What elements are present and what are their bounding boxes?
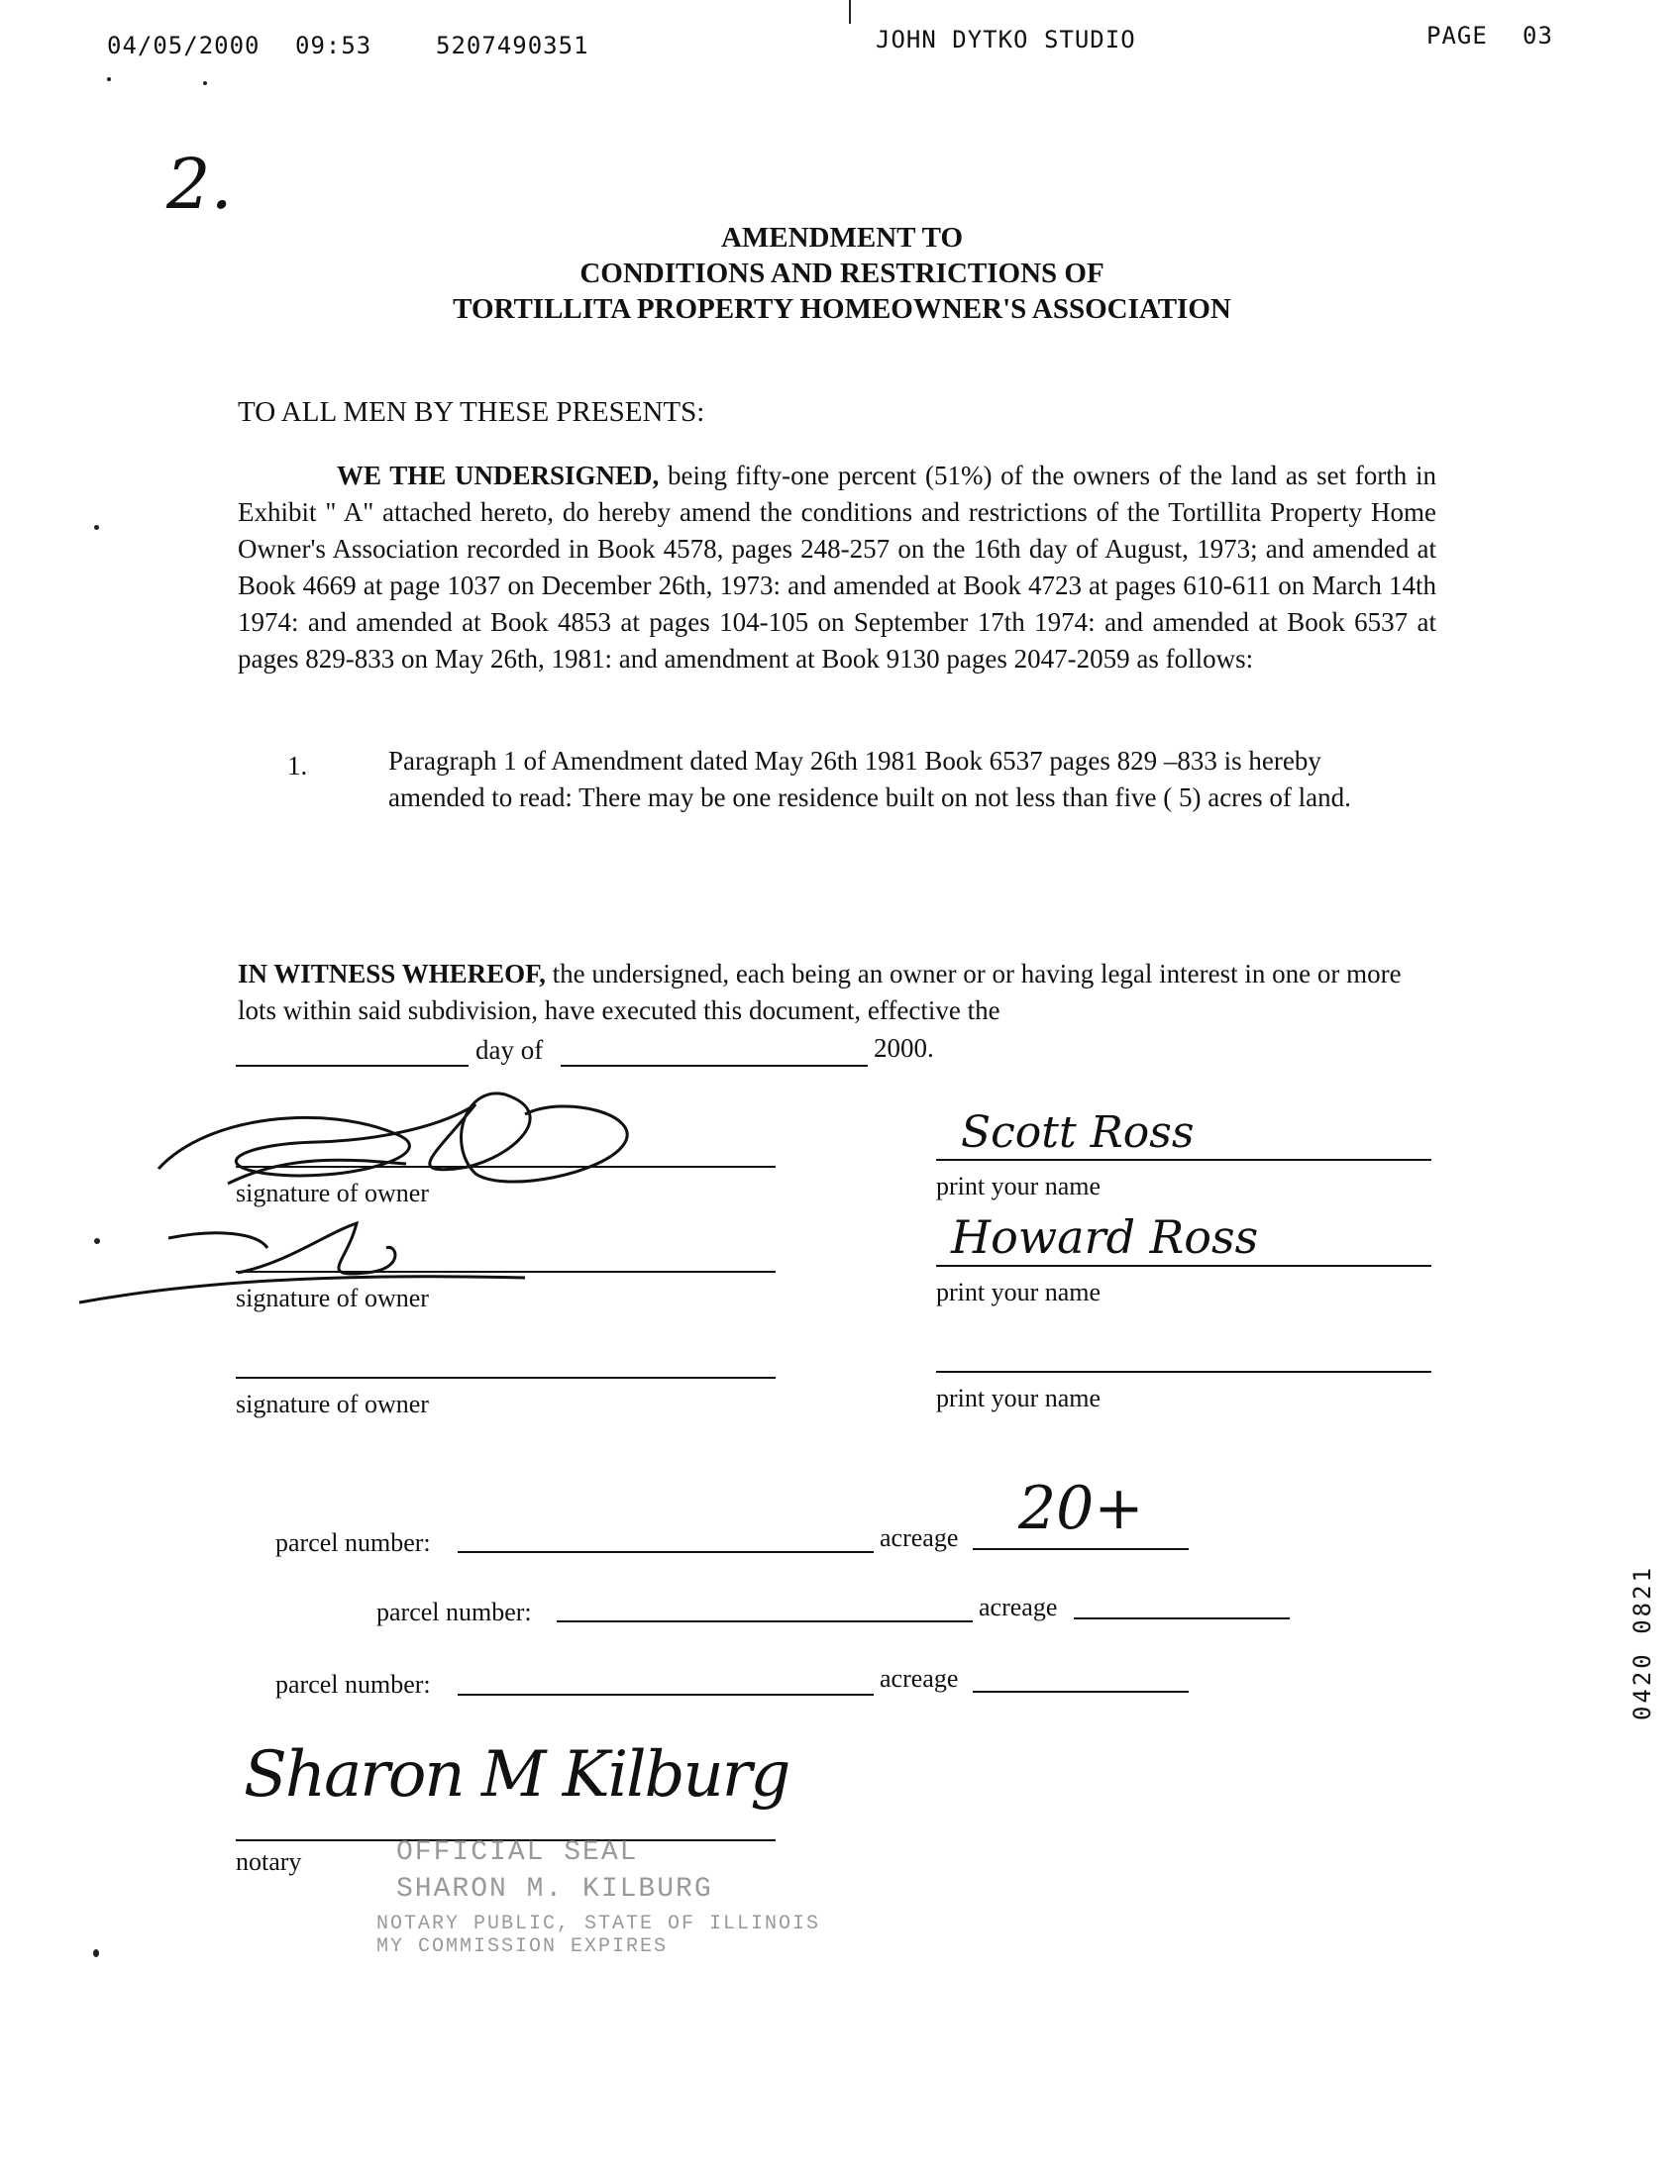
title-line-2: CONDITIONS AND RESTRICTIONS OF (579, 258, 1104, 289)
parcel-label-2: parcel number: (376, 1598, 532, 1626)
owner-signature-1 (149, 1075, 664, 1203)
parcel-label-3: parcel number: (275, 1670, 431, 1699)
preamble-paragraph (238, 458, 1436, 677)
stamp-line-2: SHARON M. KILBURG (396, 1874, 713, 1905)
fax-time: 09:53 (295, 32, 372, 59)
fax-date: 04/05/2000 (107, 32, 261, 59)
salutation: TO ALL MEN BY THESE PRESENTS: (238, 396, 705, 428)
acreage-line-3[interactable] (973, 1691, 1189, 1693)
effective-year: 2000. (874, 1033, 934, 1063)
acreage-label-1: acreage (880, 1523, 959, 1552)
acreage-line-2[interactable] (1074, 1617, 1290, 1619)
notary-label: notary (236, 1847, 302, 1876)
scan-speck (93, 1949, 99, 1957)
signature-line-3[interactable] (236, 1377, 776, 1379)
title-line-3: TORTILLITA PROPERTY HOMEOWNER'S ASSOCIATION (453, 293, 1231, 325)
parcel-label-1: parcel number: (275, 1528, 431, 1557)
fax-page-number: 03 (1522, 22, 1553, 50)
handwritten-page-mark: 2. (166, 144, 233, 225)
witness-paragraph (238, 956, 1417, 1029)
acreage-line-1[interactable] (973, 1548, 1189, 1550)
notary-signature: Sharon M Kilburg (244, 1738, 789, 1812)
stamp-line-1: OFFICIAL SEAL (396, 1837, 639, 1868)
fax-phone: 5207490351 (436, 32, 589, 59)
fax-divider (849, 0, 851, 24)
item-number: 1. (287, 751, 308, 780)
print-name-label-1: print your name (936, 1172, 1102, 1200)
acreage-value-1: 20+ (1018, 1474, 1144, 1543)
item-text: Paragraph 1 of Amendment dated May 26th 1981 Book 6537 pages 829 –833 is hereby amended to read: There may be one residence built on not less than five ( 5) acres of land. (388, 746, 1351, 812)
notary-seal-stamp (337, 1837, 821, 2006)
print-name-line-2[interactable] (936, 1265, 1431, 1267)
effective-month-line[interactable] (561, 1065, 868, 1067)
scan-speck (203, 81, 207, 85)
signature-label-1: signature of owner (236, 1179, 429, 1207)
signature-label-3: signature of owner (236, 1390, 429, 1418)
signature-label-2: signature of owner (236, 1284, 429, 1312)
preamble-text: being fifty-one percent (51%) of the owners of the land as set forth in Exhibit " A" attached hereto, do hereby amend the conditions and restrictions of the Tortillita Property Home Owner's Association recorded in Book 4578, pages 248-257 on the 16th day of August, 1973; and amended at Book 4669 at page 1037 on December 26th, 1973: and amended at Book 4723 at pages 610-611 on March 14th 1974: and amended at Book 4853 at pages 104-105 on September 17th 1974: and amended at Book 6537 at pages 829-833 on May 26th, 1981: and amendment at Book 9130 pages 2047-2059 as follows: (238, 461, 1436, 674)
stamp-line-4: MY COMMISSION EXPIRES (376, 1935, 669, 1958)
scan-speck (94, 1238, 100, 1244)
parcel-line-2[interactable] (557, 1620, 973, 1622)
side-document-number: 0420 0821 (1628, 1565, 1656, 1721)
scan-speck (107, 77, 111, 81)
acreage-label-2: acreage (979, 1593, 1058, 1621)
print-name-line-1[interactable] (936, 1159, 1431, 1161)
acreage-label-3: acreage (880, 1664, 959, 1693)
fax-page-label: PAGE (1426, 22, 1488, 50)
print-name-line-3[interactable] (936, 1371, 1431, 1373)
owner-signature-2 (69, 1203, 584, 1312)
title-line-1: AMENDMENT TO (720, 222, 964, 254)
printed-name-2: Howard Ross (951, 1210, 1259, 1264)
printed-name-1: Scott Ross (961, 1107, 1195, 1158)
document-title (347, 220, 1337, 327)
scan-speck (94, 525, 99, 530)
print-name-label-2: print your name (936, 1278, 1102, 1306)
preamble-lead: WE THE UNDERSIGNED, (337, 461, 660, 490)
effective-day-line[interactable] (236, 1065, 469, 1067)
print-name-label-3: print your name (936, 1384, 1102, 1412)
witness-text: the undersigned, each being an owner or or having legal interest in one or more lots within said subdivision, have executed this document, effective the (238, 959, 1402, 1025)
parcel-line-3[interactable] (458, 1694, 874, 1696)
witness-lead: IN WITNESS WHEREOF, (238, 959, 546, 988)
fax-sender: JOHN DYTKO STUDIO (876, 26, 1136, 53)
parcel-line-1[interactable] (458, 1551, 874, 1553)
stamp-line-3: NOTARY PUBLIC, STATE OF ILLINOIS (376, 1913, 821, 1935)
day-of-label: day of (475, 1035, 544, 1065)
